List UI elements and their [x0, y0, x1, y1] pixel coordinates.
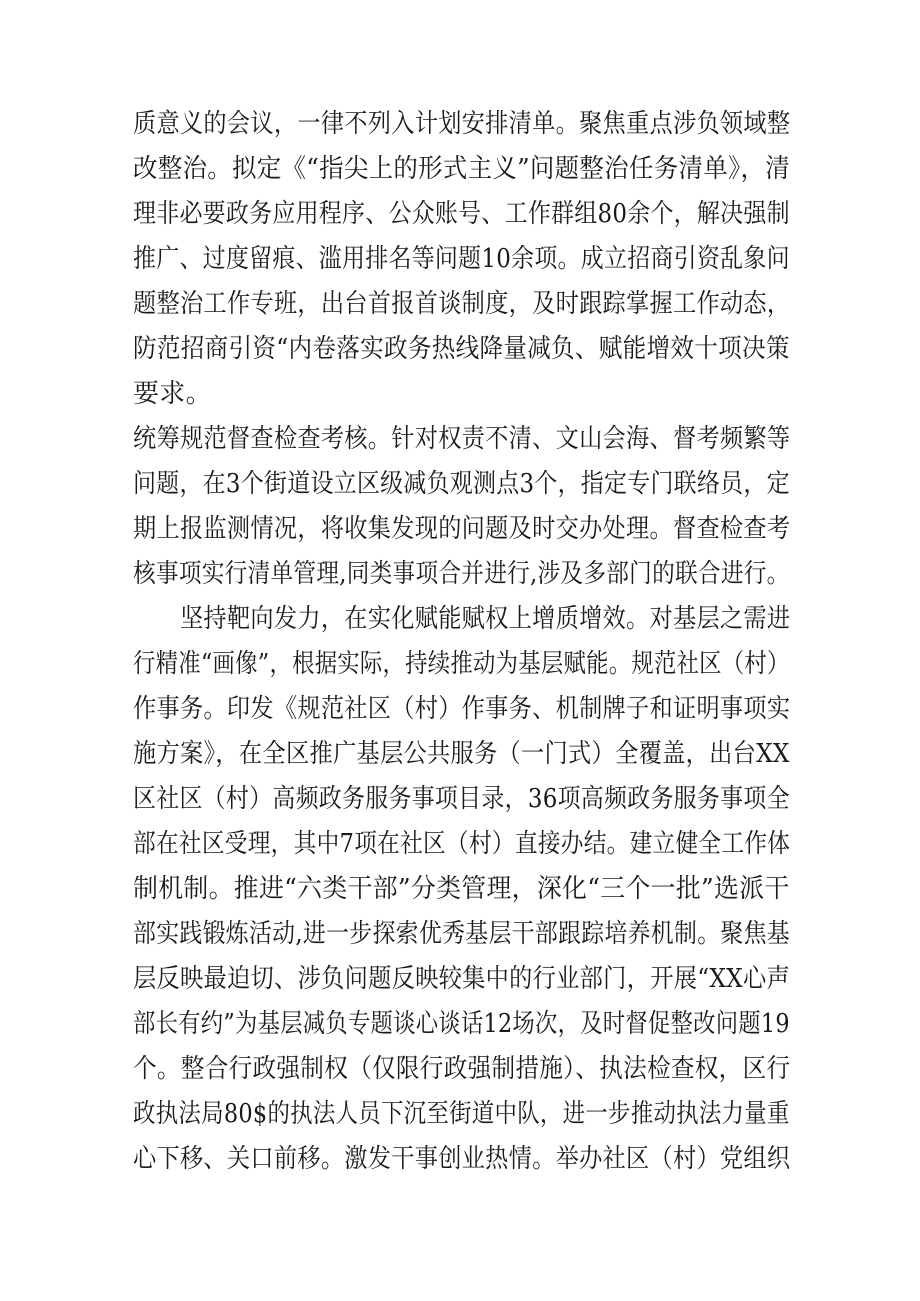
text-line: 个。整合行政强制权（仅限行政强制措施）、执法检查权，区行 — [133, 1054, 791, 1084]
text-line: 理非必要政务应用程序、公众账号、工作群组80余个，解决强制 — [133, 199, 790, 229]
text-line: 部在社区受理，其中7项在社区（村）直接办结。建立健全工作体 — [133, 829, 791, 859]
text-line: 施方案》，在全区推广基层公共服务（一门式）全覆盖，出台XX — [133, 739, 790, 769]
text-line: 期上报监测情况，将收集发现的问题及时交办处理。督查检查考 — [133, 514, 791, 544]
text-line: 制机制。推进“六类干部”分类管理，深化“三个一批”选派干 — [133, 874, 790, 904]
text-line: 推广、过度留痕、滥用排名等问题10余项。成立招商引资乱象问 — [133, 244, 790, 274]
text-line: 题整治工作专班，出台首报首谈制度，及时跟踪掌握工作动态， — [133, 289, 791, 319]
text-line: 行精准“画像”，根据实际，持续推动为基层赋能。规范社区（村） — [133, 649, 790, 679]
text-line: 改整治。拟定《“指尖上的形式主义”问题整治任务清单》，清 — [133, 154, 790, 184]
text-line: 核事项实行清单管理,同类事项合并进行,涉及多部门的联合进行。 — [133, 559, 790, 589]
text-line: 质意义的会议，一律不列入计划安排清单。聚焦重点涉负领域整 — [133, 109, 791, 139]
text-line: 坚持靶向发力，在实化赋能赋权上增质增效。对基层之需进 — [133, 604, 791, 634]
text-line: 部长有约”为基层减负专题谈心谈话12场次，及时督促整改问题19 — [133, 1009, 790, 1039]
text-line: 心下移、关口前移。激发干事创业热情。举办社区（村）党组织 — [133, 1144, 791, 1174]
text-line: 问题，在3个街道设立区级减负观测点3个，指定专门联络员，定 — [133, 469, 790, 499]
text-line: 防范招商引资“内卷落实政务热线降量减负、赋能增效十项决策 — [133, 334, 790, 364]
text-line: 层反映最迫切、涉负问题反映较集中的行业部门，开展“XX心声 — [133, 964, 791, 994]
text-line: 要求。 — [133, 379, 212, 409]
text-line: 部实践锻炼活动,进一步探索优秀基层干部跟踪培养机制。聚焦基 — [133, 919, 790, 949]
text-line: 统筹规范督查检查考核。针对权责不清、文山会海、督考频繁等 — [133, 424, 791, 454]
text-line: 作事务。印发《规范社区（村）作事务、机制牌子和证明事项实 — [133, 694, 791, 724]
text-line: 区社区（村）高频政务服务事项目录，36项高频政务服务事项全 — [133, 784, 790, 814]
text-line: 政执法局80$的执法人员下沉至街道中队，进一步推动执法力量重 — [133, 1099, 790, 1129]
